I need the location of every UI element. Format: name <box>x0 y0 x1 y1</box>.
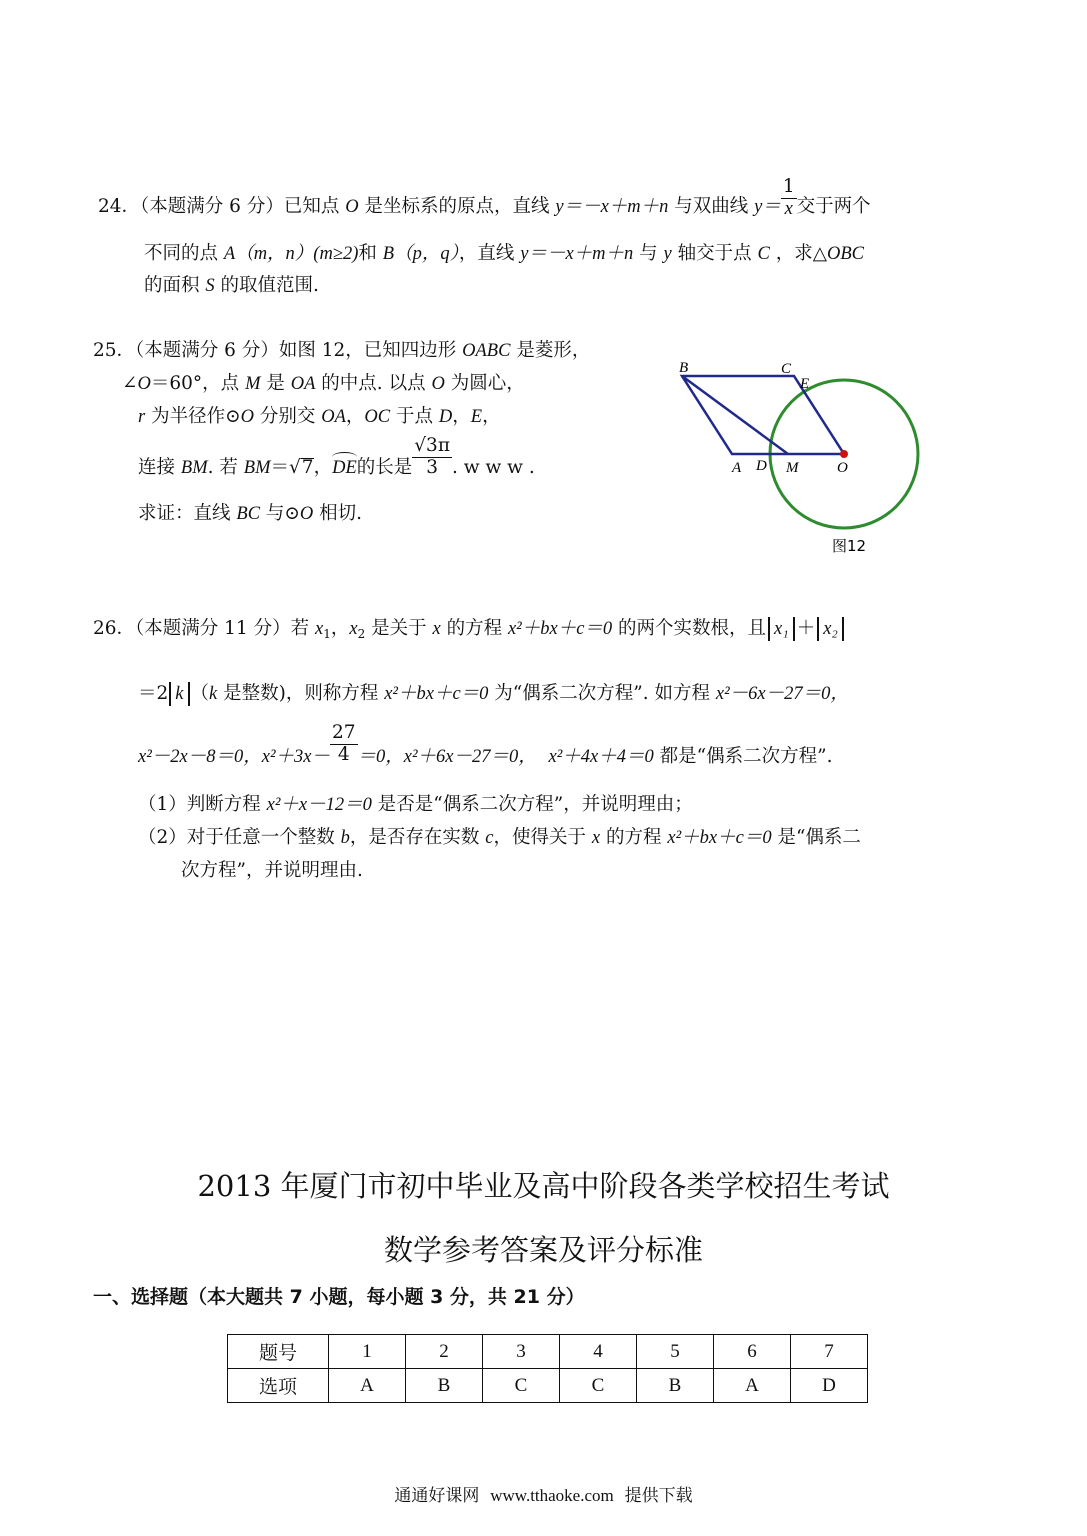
q25-sqrt-7: 7 <box>301 457 314 478</box>
q24-var: OBC <box>826 244 864 264</box>
q25-text: ＝√ <box>270 457 301 478</box>
answer-title-2: 数学参考答案及评分标准 <box>383 1233 703 1267</box>
q26-example-equation: x²－6x－27＝0， <box>715 684 849 704</box>
q25-var: BM <box>243 458 271 478</box>
q25-var: E <box>470 407 483 427</box>
q24-line-3 <box>144 277 319 296</box>
q26-line-2 <box>138 682 849 706</box>
q26-text: 都是“偶系二次方程”. <box>653 746 833 767</box>
table-cell: 4 <box>560 1335 637 1369</box>
table-cell: 2 <box>406 1335 483 1369</box>
q24-point-b: B（p，q） <box>382 244 459 264</box>
label-c: C <box>781 361 792 377</box>
fraction-numerator: 27 <box>331 722 356 743</box>
q24-hyperbola-lhs: y＝ <box>754 197 781 217</box>
figure-caption: 图12 <box>832 537 867 555</box>
q26-text: 是关于 <box>365 618 433 639</box>
q25-var: D <box>438 407 453 427</box>
q24-text: 与 <box>633 243 664 264</box>
q25-text: ， <box>452 406 471 427</box>
table-cell: 3 <box>483 1335 560 1369</box>
q26-equation: x²＋bx＋c＝0 <box>667 828 772 848</box>
q24-text: ，求△ <box>769 243 827 264</box>
q24-point-a: A（m，n）(m≥2) <box>223 244 359 264</box>
q26-var: x <box>314 619 324 639</box>
q25-arc-length-fraction <box>412 437 452 477</box>
q26-text: ＝2 <box>138 683 169 704</box>
q26-text: 的两个实数根，且 <box>612 618 767 639</box>
q24-var: C <box>757 244 770 264</box>
q24-line-1 <box>98 176 871 219</box>
q24-text: ，直线 <box>458 243 521 264</box>
table-row-numbers <box>228 1335 868 1369</box>
table-cell: C <box>483 1369 560 1403</box>
table-cell: D <box>791 1369 868 1403</box>
q25-var: r <box>138 407 146 427</box>
q26-text: 为“偶系二次方程”. 如方程 <box>488 683 716 704</box>
table-cell: 1 <box>329 1335 406 1369</box>
q25-var: OC <box>364 407 391 427</box>
q24-var: S <box>205 276 215 296</box>
q25-text: 与⊙ <box>260 503 300 524</box>
q26-text: （ <box>190 683 210 704</box>
label-o: O <box>837 460 848 476</box>
q25-text: . 若 <box>207 457 244 478</box>
table-cell: C <box>560 1369 637 1403</box>
q25-text: 分别交 <box>253 406 322 427</box>
q26-text: 是“偶系二 <box>771 827 861 848</box>
q26-line-3 <box>138 722 833 767</box>
q25-text: 为半径作⊙ <box>145 406 241 427</box>
table-cell: 6 <box>714 1335 791 1369</box>
center-point-o <box>840 450 848 458</box>
q25-var: O <box>299 504 314 524</box>
q24-fraction <box>781 178 797 218</box>
q25-arc-de: DE <box>332 458 357 478</box>
q26-text: ，是否存在实数 <box>349 827 486 848</box>
footer-note: 提供下载 <box>624 1486 693 1506</box>
section-heading: 一、选择题（本大题共 7 小题，每小题 3 分，共 21 分） <box>93 1286 585 1308</box>
q25-line-5 <box>138 505 362 524</box>
footer-site: 通通好课网 <box>394 1486 480 1506</box>
q25-text: ∠ <box>122 373 138 394</box>
q26-part-2-cont <box>181 862 363 881</box>
q25-text: 为圆心， <box>444 373 525 394</box>
q25-var: OA <box>290 374 316 394</box>
q26-equation: x²＋bx＋c＝0 <box>384 684 489 704</box>
q26-var: x <box>432 619 441 639</box>
table-cell: 5 <box>637 1335 714 1369</box>
table-header-cell: 选项 <box>228 1369 329 1403</box>
q25-var: BM <box>180 458 208 478</box>
figure-12 <box>660 350 940 565</box>
abs-content: k <box>175 684 184 704</box>
abs-content: x₂ <box>823 619 838 639</box>
q26-text: ，使得关于 <box>493 827 592 848</box>
q26-example-equation: ＝0， <box>357 747 404 767</box>
q25-text: 求证：直线 <box>138 503 237 524</box>
q26-text: 是否是“偶系二次方程”，并说明理由； <box>371 794 693 815</box>
fraction-denominator: 4 <box>337 743 350 765</box>
q26-var: k <box>209 684 218 704</box>
footer-url[interactable]: www.tthaoke.com <box>490 1486 614 1505</box>
q26-equation: x²＋bx＋c＝0 <box>507 619 613 639</box>
q24-text: 不同的点 <box>144 243 224 264</box>
abs-x2 <box>817 617 844 641</box>
q25-text: 是 <box>260 373 291 394</box>
q26-var: x <box>349 619 358 639</box>
q25-var: O <box>137 374 151 394</box>
table-header-cell: 题号 <box>228 1335 329 1369</box>
q24-text: 交于两个 <box>796 196 871 217</box>
label-d: D <box>756 458 767 474</box>
answer-title-1: 2013 年厦门市初中毕业及高中阶段各类学校招生考试 <box>197 1169 890 1203</box>
q24-text: 与双曲线 <box>668 196 755 217</box>
table-cell: B <box>637 1369 714 1403</box>
q25-var: BC <box>236 504 261 524</box>
q26-subscript: 1 <box>323 627 331 641</box>
q24-line-2 <box>144 245 864 264</box>
q25-line-2 <box>122 375 525 394</box>
fraction-numerator: 1 <box>782 176 795 197</box>
q26-text: ＋ <box>796 618 816 639</box>
q25-text: 的长是 <box>356 457 413 478</box>
q26-example-equation: x²＋4x＋4＝0 <box>548 747 654 767</box>
q24-text: 轴交于点 <box>671 243 758 264</box>
table-cell: B <box>406 1369 483 1403</box>
q25-var: O <box>431 374 445 394</box>
fraction-denominator: 3 <box>426 456 439 478</box>
q25-text: 连接 <box>138 457 181 478</box>
q26-var: c <box>485 828 494 848</box>
fraction-denominator: x <box>784 198 793 219</box>
q25-text: . w w w . <box>451 457 535 478</box>
q25-text: 的中点. 以点 <box>315 373 432 394</box>
q26-equation: x²＋x－12＝0 <box>266 795 372 815</box>
abs-k <box>169 682 189 706</box>
label-b: B <box>679 360 689 376</box>
label-e: E <box>800 376 810 392</box>
abs-content: x₁ <box>774 619 789 639</box>
q25-text: 相切. <box>313 503 363 524</box>
q25-var: OA <box>321 407 346 427</box>
q24-text: 的面积 <box>144 275 206 296</box>
q25-line-3 <box>138 408 501 427</box>
q26-line-1 <box>93 617 846 641</box>
q24-var: y <box>663 244 672 264</box>
q26-text: （2）对于任意一个整数 <box>138 827 341 848</box>
table-cell: 7 <box>791 1335 868 1369</box>
q26-text: 次方程”，并说明理由. <box>181 860 363 881</box>
q24-text: 的取值范围. <box>214 275 319 296</box>
q26-part-1 <box>138 796 693 815</box>
segment-bm <box>682 376 788 454</box>
table-cell: A <box>329 1369 406 1403</box>
q25-text: ， <box>313 457 333 478</box>
q26-text: 的方程 <box>440 618 508 639</box>
q25-var: O <box>240 407 254 427</box>
q26-example-equation: x²＋3x－ <box>261 747 330 767</box>
q26-text: 是整数)，则称方程 <box>217 683 385 704</box>
q25-text: 于点 <box>390 406 439 427</box>
q26-part-2 <box>138 829 861 848</box>
q25-text: ， <box>345 406 365 427</box>
q26-text: （1）判断方程 <box>138 794 267 815</box>
q26-text: 26．（本题满分 11 分）若 <box>93 618 315 639</box>
q26-text: ， <box>330 618 350 639</box>
q24-text: 是坐标系的原点，直线 <box>358 196 556 217</box>
q24-line-equation: y＝－x＋m＋n <box>520 244 634 264</box>
q24-text: 24．（本题满分 6 分）已知点 <box>98 196 346 217</box>
answer-table <box>227 1334 868 1403</box>
q26-subscript: 2 <box>357 627 366 641</box>
q25-line-1 <box>93 342 590 361</box>
label-m: M <box>786 460 799 476</box>
q25-var: OABC <box>462 341 511 361</box>
q24-line-equation: y＝－x＋m＋n <box>555 197 669 217</box>
q25-text: ＝60°，点 <box>150 373 246 394</box>
q26-example-equation: x²－2x－8＝0， <box>138 747 262 767</box>
q25-var: M <box>245 374 261 394</box>
table-row-choices <box>228 1369 868 1403</box>
q26-text: 的方程 <box>600 827 668 848</box>
q25-text: ， <box>482 406 501 427</box>
label-a: A <box>732 460 742 476</box>
q26-var: b <box>340 828 350 848</box>
footer <box>0 1481 1087 1506</box>
fraction-numerator: √3π <box>414 435 450 456</box>
q25-text: 是菱形， <box>510 340 591 361</box>
rhombus-oabc <box>682 376 844 454</box>
q26-fraction <box>330 724 358 764</box>
q24-var: O <box>345 197 359 217</box>
table-cell: A <box>714 1369 791 1403</box>
q26-var: x <box>591 828 601 848</box>
q24-text: 和 <box>358 243 383 264</box>
q25-text: 25．（本题满分 6 分）如图 12，已知四边形 <box>93 340 463 361</box>
q26-example-equation: x²＋6x－27＝0， <box>403 747 537 767</box>
abs-x1 <box>768 617 795 641</box>
